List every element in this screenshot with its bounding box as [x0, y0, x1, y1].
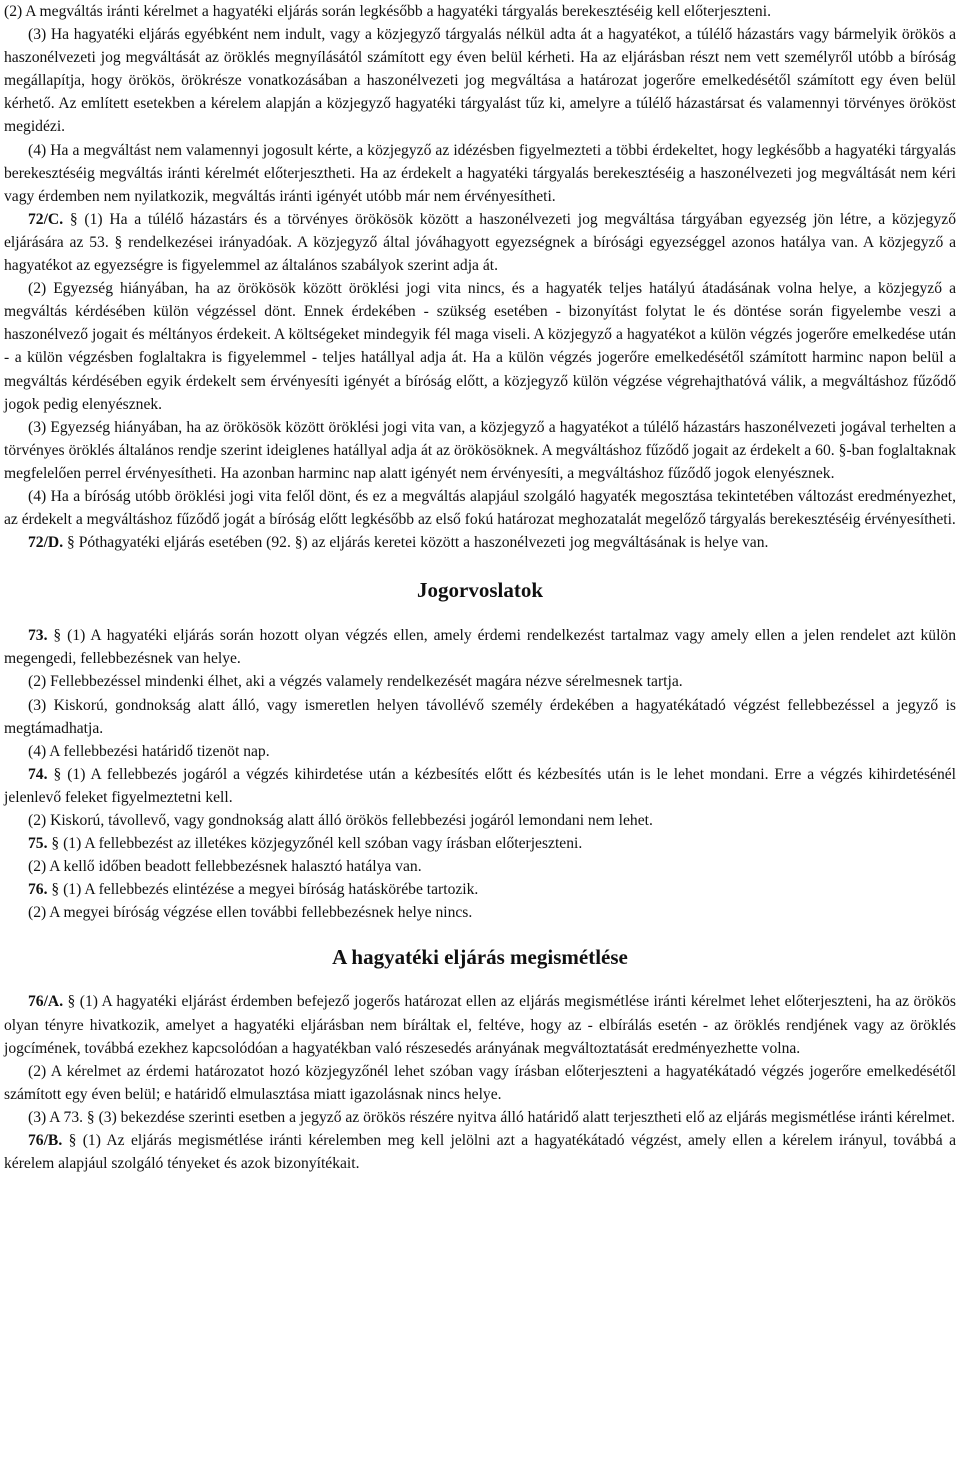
paragraph-text: § (1) Ha a túlélő házastárs és a törvényes örökösök között a haszonélvezeti jog megváltása tárgyában egyezség jön létre, a közjegyző eljárására az 53. § rendelkezései irányadóak. A közjegyző által jóváhagyott egyezségnek a bírósági egyezséggel azonos hatálya van. A közjegyző a hagyatékot az egyezségre is figyelemmel az általános szabályok szerint adja át.: [4, 210, 956, 275]
para-76-2: [4, 901, 956, 924]
para-73-2: [4, 670, 956, 693]
paragraph-text: (4) Ha a megváltást nem valamennyi jogosult kérte, a közjegyző az idézésben figyelmezteti a többi érdekeltet, hogy legkésőbb a hagyatéki tárgyalás berekesztéséig megváltás iránti kérelmét előterjesztheti. Ha az érdekelt a hagyatéki tárgyalás berekesztéséig a haszonélvezeti jog megváltását nem kéri vagy érdemben nem nyilatkozik, megváltás iránti igényét utóbb már nem érvényesítheti.: [4, 141, 956, 205]
para-76b-1: [4, 1129, 956, 1175]
para-72c-4: [4, 485, 956, 531]
paragraph-text: § (1) A hagyatéki eljárás során hozott olyan végzés ellen, amely érdemi rendelkezést tartalmaz vagy amely ellen a jelen rendelet azt külön megengedi, fellebbezésnek van helye.: [4, 627, 956, 668]
para-76a-2: [4, 1060, 956, 1106]
para-72b-3: [4, 23, 956, 138]
paragraph-text: § (1) A hagyatéki eljárást érdemben befejező jogerős határozat ellen az eljárás megismétlése iránti kérelmet lehet előterjeszteni, ha az örökös olyan tényre hivatkozik, amelyet a hagyatéki eljárásban nem bíráltak el, feltéve, hogy az - elbírálás esetén - az öröklés rendjének vagy az öröklés jogcímének, továbbá ezekhez kapcsolódóan a hagyatékban való részesedés arányának megváltoztatását eredményezhette volna.: [4, 993, 956, 1057]
section-72b: [4, 0, 956, 208]
paragraph-text: § Póthagyatéki eljárás esetében (92. §) az eljárás keretei között a haszonélvezeti jog megváltásának is helye van.: [63, 534, 769, 552]
section-number: 75.: [28, 835, 48, 853]
section-number: 76/B.: [28, 1132, 63, 1150]
section-number: 72/D.: [28, 534, 64, 552]
paragraph-text: (2) Fellebbezéssel mindenki élhet, aki a végzés valamely rendelkezését magára nézve sérelmesnek tartja.: [28, 673, 683, 691]
para-73-1: [4, 624, 956, 670]
para-72c-1: [4, 208, 956, 277]
section-number: 73.: [28, 627, 48, 645]
para-72d: [4, 531, 956, 554]
paragraph-text: § (1) A fellebbezés elintézése a megyei bíróság hatáskörébe tartozik.: [47, 881, 479, 899]
paragraph-text: (4) Ha a bíróság utóbb öröklési jogi vita felől dönt, és ez a megváltás alapjául szolgáló hagyaték megosztása tekintetében változást eredményezhet, az érdekelt a megváltáshoz fűződő jogát a bíróság előtt legkésőbb az első fokú határozat meghozatalát megelőző tárgyalás berekesztéséig érvényesítheti.: [4, 487, 956, 529]
section-number: 76/A.: [28, 993, 64, 1011]
paragraph-text: (2) A megváltás iránti kérelmet a hagyatéki eljárás során legkésőbb a hagyatéki tárgyalás berekesztéséig kell előterjeszteni.: [4, 3, 771, 20]
paragraph-text: (2) A kellő időben beadott fellebbezésnek halasztó hatálya van.: [28, 858, 422, 876]
paragraph-text: (3) A 73. § (3) bekezdése szerinti esetben a jegyző az örökös részére nyitva álló határidő alatt terjesztheti elő az eljárás megismétlése iránti kérelmet.: [28, 1108, 956, 1126]
para-72c-3: [4, 416, 956, 485]
para-72b-4: [4, 139, 956, 208]
paragraph-text: (2) A kérelmet az érdemi határozatot hozó közjegyzőnél lehet szóban vagy írásban előterjeszteni a hagyatékátadó végzés jogerőre emelkedésétől számított egy éven belül; e határidő elmulasztása miatt igazolásnak nincs helye.: [4, 1062, 956, 1103]
heading-jogorvoslatok: Jogorvoslatok: [417, 578, 543, 603]
paragraph-text: (2) A megyei bíróság végzése ellen további fellebbezésnek helye nincs.: [28, 904, 473, 922]
section-72c: [4, 208, 956, 531]
para-74-2: [4, 809, 956, 832]
paragraph-text: (4) A fellebbezési határidő tizenöt nap.: [28, 742, 270, 760]
section-megismetles: [4, 990, 956, 1175]
para-76a-1: [4, 990, 956, 1059]
para-73-4: [4, 740, 956, 763]
para-74-1: [4, 763, 956, 809]
section-number: 76.: [28, 881, 48, 899]
para-76-1: [4, 878, 956, 901]
section-number: 74.: [28, 765, 48, 783]
para-75-2: [4, 855, 956, 878]
paragraph-text: (3) Kiskorú, gondnokság alatt álló, vagy ismeretlen helyen távollévő személy érdekében a hagyatékátadó végzést fellebbezéssel a jegyző is megtámadhatja.: [4, 696, 956, 737]
section-72d: [4, 531, 956, 554]
para-72b-2: [4, 0, 956, 23]
para-72c-2: [4, 277, 956, 416]
para-76a-3: [4, 1106, 956, 1129]
heading-megismetles: A hagyatéki eljárás megismétlése: [332, 945, 628, 970]
paragraph-text: (2) Kiskorú, távollevő, vagy gondnokság alatt álló örökös fellebbezési jogáról lemondani nem lehet.: [28, 812, 653, 829]
paragraph-text: § (1) A fellebbezést az illetékes közjegyzőnél kell szóban vagy írásban előterjeszteni.: [47, 835, 583, 853]
paragraph-text: § (1) Az eljárás megismétlése iránti kérelemben meg kell jelölni azt a hagyatékátadó végzést, amely ellen a kérelem irányul, továbbá a kérelem alapjául szolgáló tényeket és azok bizonyítékait.: [4, 1132, 956, 1173]
paragraph-text: (3) Egyezség hiányában, ha az örökösök között öröklési jogi vita van, a közjegyző a hagyatékot a túlélő házastárs haszonélvezeti jogával terhelten a törvényes öröklés általános rendje szerint ideiglenes hatállyal adja át az örökösöknek. A megváltáshoz fűződő jogait az érdekelt a 60. §-ban foglaltaknak megfelelően perrel érvényesítheti. Ha azonban harminc nap alatt igényét nem érvényesíti, a megváltáshoz fűződő jogok elenyésznek.: [4, 418, 956, 482]
paragraph-text: § (1) A fellebbezés jogáról a végzés kihirdetése után a kézbesítés előtt és kézbesítés után is le lehet mondani. Erre a végzés kihirdetésénél jelenlevő feleket figyelmeztetni kell.: [4, 765, 956, 806]
paragraph-text: (2) Egyezség hiányában, ha az örökösök között öröklési jogi vita nincs, és a hagyaték teljes hatályú átadásának volna helye, a közjegyző a megváltás kérdésében külön végzéssel dönt. Ennek érdekében - szükség esetében - bizonyítást folytat le és döntése során figyelembe veszi a haszonélvező jogait és méltányos érdekeit. A költségeket mindegyik fél maga viseli. A közjegyző a hagyatékot a külön végzés jogerőre emelkedése után - a külön végzésben foglaltakra is figyelemmel - teljes hatállyal adja át. Ha a külön végzés jogerőre emelkedésétől számított harminc napon belül a megváltás kérdésében egyik érdekelt sem érvényesíti igényét a bíróság előtt, a közjegyző külön végzése végrehajthatóvá válik, a megváltáshoz fűződő jogok pedig elenyésznek.: [4, 280, 956, 413]
paragraph-text: (3) Ha hagyatéki eljárás egyébként nem indult, vagy a közjegyző tárgyalás nélkül adta át a hagyatékot, a túlélő házastárs vagy bármelyik örökös a haszonélvezeti jog megváltását az öröklés megnyílásától számított egy éven belül kérheti. Ha az eljárásban részt nem vett személyről utóbb a bíróság megállapítja, hogy örökös, örökrésze vonatkozásában a haszonélvezeti jog megváltása a határozat jogerőre emelkedésétől számított egy éven belül kérhető. Az említett esetekben a kérelem alapján a közjegyző hagyatéki tárgyalást tűz ki, amelyre a túlélő házastársat és valamennyi törvényes örököst megidézi.: [4, 26, 956, 136]
section-jogorvoslatok: [4, 624, 956, 924]
para-73-3: [4, 694, 956, 740]
para-75-1: [4, 832, 956, 855]
section-number: 72/C.: [28, 210, 64, 228]
